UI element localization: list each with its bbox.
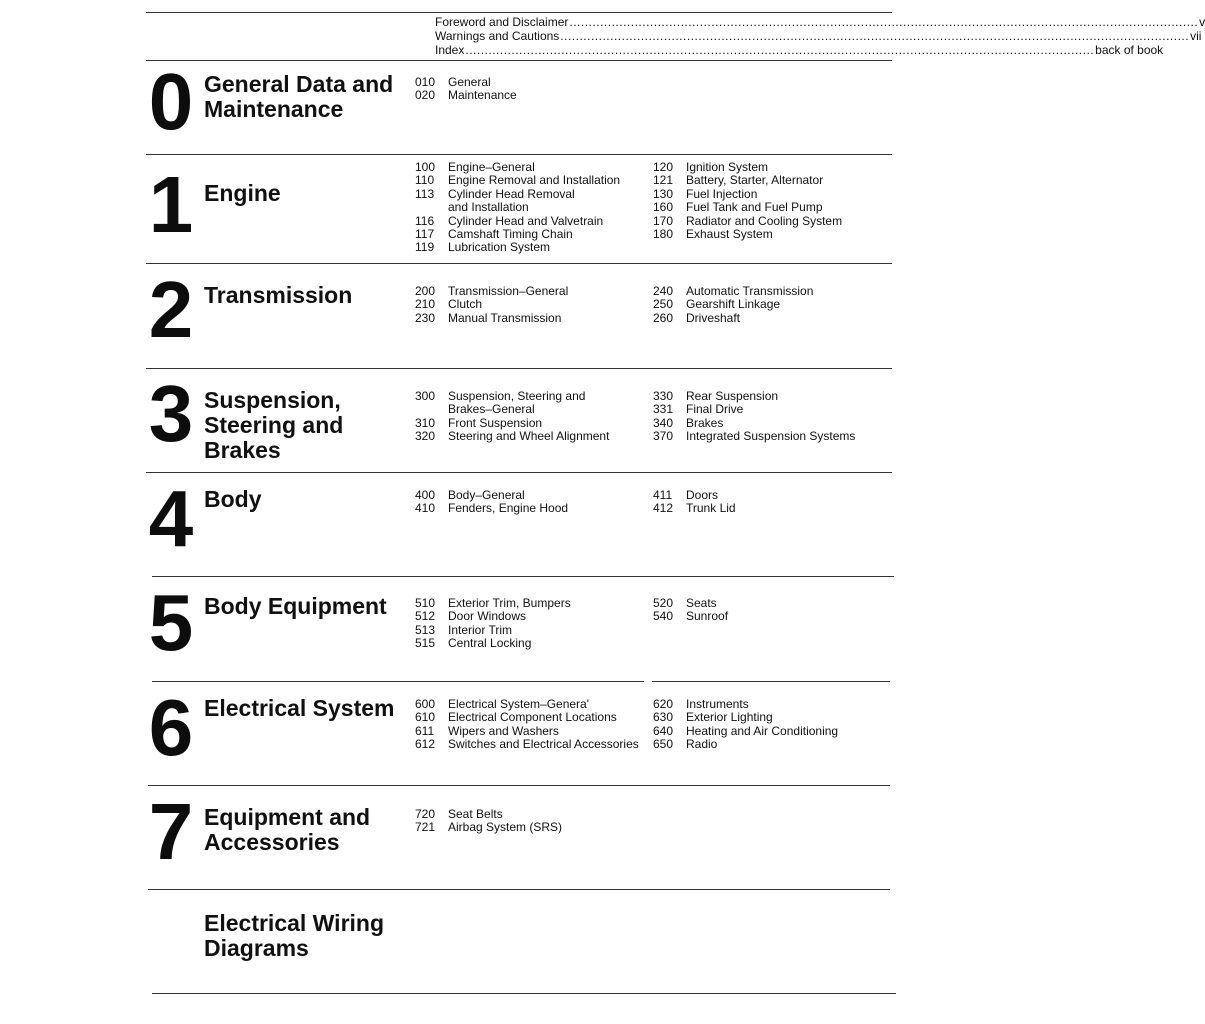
chapter-entry[interactable] xyxy=(653,215,873,228)
chapter-entry[interactable] xyxy=(653,610,873,623)
chapter-entry[interactable] xyxy=(415,597,653,610)
chapter-code: 310 xyxy=(415,415,436,430)
section-title[interactable]: Equipment and Accessories xyxy=(204,804,371,855)
chapter-name: Maintenance xyxy=(448,88,517,103)
chapter-name: Instruments xyxy=(686,697,749,711)
chapter-code: 610 xyxy=(415,710,436,725)
chapter-entry[interactable] xyxy=(653,228,873,241)
chapter-code: 119 xyxy=(415,240,435,255)
chapter-code: 340 xyxy=(653,415,674,430)
chapter-entry[interactable] xyxy=(653,161,873,174)
chapter-name: Rear Suspension xyxy=(686,389,779,403)
chapter-entry[interactable] xyxy=(415,624,653,637)
divider-after-5b xyxy=(652,681,890,682)
chapter-code: 010 xyxy=(415,75,436,89)
chapter-code: 117 xyxy=(415,227,435,242)
section-number: 0 xyxy=(148,57,194,146)
section-number: 6 xyxy=(148,683,194,772)
chapter-code: 230 xyxy=(415,310,436,325)
chapter-entry[interactable] xyxy=(653,597,873,610)
frontmatter-page: v xyxy=(1199,15,1205,29)
chapter-entry[interactable] xyxy=(415,711,653,724)
chapter-entry[interactable] xyxy=(653,174,873,187)
chapter-list-1 xyxy=(415,808,653,835)
section-title[interactable]: Body Equipment xyxy=(204,593,387,619)
divider-after-3 xyxy=(146,472,892,473)
chapter-entry[interactable] xyxy=(415,201,653,214)
chapter-name: Exterior Trim, Bumpers xyxy=(448,596,571,610)
chapter-entry[interactable] xyxy=(653,390,873,403)
chapter-entry[interactable] xyxy=(653,711,873,724)
chapter-list-2 xyxy=(653,390,873,444)
divider-top xyxy=(146,12,892,13)
section-number: 1 xyxy=(148,160,194,249)
dot-leader: .................................................................................................................................................................... xyxy=(569,15,1199,29)
chapter-name: Switches and Electrical Accessories xyxy=(448,737,639,752)
chapter-code: 411 xyxy=(653,488,673,502)
chapter-code: 210 xyxy=(415,297,436,312)
chapter-list-1 xyxy=(415,285,653,325)
chapter-entry[interactable] xyxy=(415,161,653,174)
divider-after-7 xyxy=(148,889,890,890)
chapter-entry[interactable] xyxy=(415,808,653,821)
chapter-entry[interactable] xyxy=(415,610,653,623)
section-title[interactable]: Transmission xyxy=(204,282,353,308)
chapter-name: Sunroof xyxy=(686,609,729,624)
chapter-entry[interactable] xyxy=(415,417,653,430)
chapter-entry[interactable] xyxy=(653,725,873,738)
chapter-name: Radio xyxy=(686,737,718,752)
chapter-name: Heating and Air Conditioning xyxy=(686,723,839,738)
chapter-code: 412 xyxy=(653,501,674,516)
section-title[interactable]: Engine xyxy=(204,180,281,206)
chapter-name: Electrical System–Genera' xyxy=(448,697,590,711)
chapter-code xyxy=(415,403,448,416)
chapter-name: Lubrication System xyxy=(448,240,551,255)
chapter-name: Cylinder Head and Valvetrain xyxy=(448,213,604,228)
chapter-code: 250 xyxy=(653,297,674,312)
chapter-name: Radiator and Cooling System xyxy=(686,213,843,228)
chapter-entry[interactable] xyxy=(653,502,873,515)
chapter-entry[interactable] xyxy=(415,298,653,311)
chapter-list-2 xyxy=(653,489,873,516)
chapter-code: 513 xyxy=(415,622,436,637)
chapter-entry[interactable] xyxy=(415,228,653,241)
divider-after-1 xyxy=(146,263,892,264)
chapter-code: 720 xyxy=(415,807,436,821)
chapter-code xyxy=(415,201,448,214)
chapter-code: 721 xyxy=(415,820,436,835)
chapter-code: 260 xyxy=(653,310,674,325)
chapter-entry[interactable] xyxy=(653,417,873,430)
frontmatter-page: vii xyxy=(1190,29,1202,43)
chapter-code: 650 xyxy=(653,737,674,752)
chapter-name: Battery, Starter, Alternator xyxy=(686,173,824,188)
chapter-name: Camshaft Timing Chain xyxy=(448,227,573,242)
chapter-code: 160 xyxy=(653,200,674,215)
chapter-entry[interactable] xyxy=(415,312,653,325)
chapter-code: 300 xyxy=(415,389,436,403)
chapter-entry[interactable] xyxy=(653,201,873,214)
divider-after-6 xyxy=(148,785,890,786)
chapter-name: Ignition System xyxy=(686,160,769,174)
chapter-name: Automatic Transmission xyxy=(686,284,814,298)
section-number: 2 xyxy=(148,265,194,354)
frontmatter-page: back of book xyxy=(1095,43,1164,57)
chapter-entry[interactable] xyxy=(653,188,873,201)
chapter-code: 020 xyxy=(415,88,436,103)
chapter-code: 200 xyxy=(415,284,436,298)
chapter-code: 515 xyxy=(415,636,436,651)
chapter-entry[interactable] xyxy=(653,312,873,325)
chapter-code: 611 xyxy=(415,723,435,738)
frontmatter-row[interactable] xyxy=(435,15,1205,29)
chapter-name: Seat Belts xyxy=(448,807,503,821)
chapter-entry[interactable] xyxy=(415,285,653,298)
chapter-list-1 xyxy=(415,161,653,255)
chapter-entry[interactable] xyxy=(653,298,873,311)
chapter-list-1 xyxy=(415,390,653,444)
section-title[interactable]: General Data and Maintenance xyxy=(204,71,394,122)
section-title[interactable]: Electrical Wiring Diagrams xyxy=(204,910,385,961)
chapter-name: Cylinder Head Removal xyxy=(448,186,575,201)
chapter-list-1 xyxy=(415,597,653,651)
chapter-name: Airbag System (SRS) xyxy=(448,820,563,835)
section-number: 3 xyxy=(148,369,194,458)
chapter-entry[interactable] xyxy=(415,188,653,201)
chapter-entry[interactable] xyxy=(415,430,653,443)
chapter-name: Interior Trim xyxy=(448,622,513,637)
section-title[interactable]: Suspension, Steering and Brakes xyxy=(204,387,344,463)
chapter-list-2 xyxy=(653,161,873,241)
chapter-name: Final Drive xyxy=(686,402,744,417)
divider-bottom xyxy=(152,993,896,994)
chapter-name: Fenders, Engine Hood xyxy=(448,501,569,516)
section-title[interactable]: Body xyxy=(204,486,262,512)
chapter-name: Brakes xyxy=(686,415,724,430)
chapter-code: 630 xyxy=(653,710,674,725)
section-number: 7 xyxy=(148,787,194,876)
chapter-code: 121 xyxy=(653,173,674,188)
chapter-code: 620 xyxy=(653,697,674,711)
chapter-code: 170 xyxy=(653,213,674,228)
chapter-code: 370 xyxy=(653,429,674,444)
chapter-code: 612 xyxy=(415,737,436,752)
chapter-name: Wipers and Washers xyxy=(448,723,559,738)
chapter-entry[interactable] xyxy=(415,725,653,738)
chapter-entry[interactable] xyxy=(653,285,873,298)
chapter-name: Steering and Wheel Alignment xyxy=(448,429,610,444)
chapter-name: Clutch xyxy=(448,297,483,312)
chapter-list-1 xyxy=(415,76,653,103)
dot-leader: .................................................................................................................................................................... xyxy=(560,29,1190,43)
chapter-name: Fuel Injection xyxy=(686,186,758,201)
chapter-list-1 xyxy=(415,489,653,516)
chapter-code: 120 xyxy=(653,160,674,174)
chapter-code: 130 xyxy=(653,186,674,201)
chapter-name: Brakes–General xyxy=(448,402,535,417)
chapter-name: Trunk Lid xyxy=(686,501,736,516)
chapter-code: 640 xyxy=(653,723,674,738)
dot-leader: .................................................................................................................................................................... xyxy=(465,43,1095,57)
chapter-entry[interactable] xyxy=(415,174,653,187)
divider-frontmatter xyxy=(146,60,892,61)
frontmatter-row[interactable] xyxy=(435,43,1164,57)
divider-after-2 xyxy=(146,368,892,369)
chapter-name: Doors xyxy=(686,488,719,502)
chapter-entry[interactable] xyxy=(415,821,653,834)
chapter-list-2 xyxy=(653,285,873,325)
chapter-name: Transmission–General xyxy=(448,284,569,298)
chapter-name: Front Suspension xyxy=(448,415,543,430)
chapter-entry[interactable] xyxy=(653,430,873,443)
chapter-name: Driveshaft xyxy=(686,310,741,325)
chapter-name: General xyxy=(448,75,491,89)
chapter-name: Manual Transmission xyxy=(448,310,562,325)
chapter-entry[interactable] xyxy=(415,403,653,416)
frontmatter-row[interactable] xyxy=(435,29,1202,43)
divider-after-0 xyxy=(146,154,892,155)
chapter-code: 510 xyxy=(415,596,436,610)
chapter-code: 113 xyxy=(415,186,435,201)
chapter-code: 180 xyxy=(653,227,674,242)
chapter-name: Engine Removal and Installation xyxy=(448,173,621,188)
chapter-name: Integrated Suspension Systems xyxy=(686,429,856,444)
frontmatter-label: Index xyxy=(435,43,465,57)
chapter-code: 330 xyxy=(653,389,674,403)
chapter-list-1 xyxy=(415,698,653,752)
section-number: 5 xyxy=(148,578,194,667)
section-number: 4 xyxy=(148,474,194,563)
chapter-entry[interactable] xyxy=(415,698,653,711)
chapter-code: 240 xyxy=(653,284,674,298)
chapter-name: Central Locking xyxy=(448,636,532,651)
chapter-entry[interactable] xyxy=(415,637,653,650)
frontmatter-list xyxy=(435,15,1205,57)
chapter-entry[interactable] xyxy=(653,698,873,711)
chapter-code: 600 xyxy=(415,697,436,711)
chapter-entry[interactable] xyxy=(415,502,653,515)
chapter-code: 100 xyxy=(415,160,436,174)
chapter-entry[interactable] xyxy=(653,403,873,416)
chapter-name: Gearshift Linkage xyxy=(686,297,781,312)
chapter-name: Electrical Component Locations xyxy=(448,710,617,725)
chapter-name: Fuel Tank and Fuel Pump xyxy=(686,200,823,215)
chapter-entry[interactable] xyxy=(415,738,653,751)
chapter-name: Engine–General xyxy=(448,160,535,174)
chapter-code: 116 xyxy=(415,213,435,228)
chapter-code: 400 xyxy=(415,488,436,502)
chapter-code: 110 xyxy=(415,173,435,188)
chapter-name: Exterior Lighting xyxy=(686,710,773,725)
chapter-code: 410 xyxy=(415,501,436,516)
frontmatter-label: Warnings and Cautions xyxy=(435,29,560,43)
chapter-code: 331 xyxy=(653,402,674,417)
chapter-code: 520 xyxy=(653,596,674,610)
frontmatter-label: Foreword and Disclaimer xyxy=(435,15,569,29)
chapter-code: 320 xyxy=(415,429,436,444)
chapter-list-2 xyxy=(653,597,873,624)
chapter-entry[interactable] xyxy=(415,215,653,228)
chapter-entry[interactable] xyxy=(415,489,653,502)
chapter-entry[interactable] xyxy=(415,76,653,89)
chapter-entry[interactable] xyxy=(653,738,873,751)
chapter-list-2 xyxy=(653,698,873,752)
divider-after-4 xyxy=(152,576,894,577)
chapter-name: Suspension, Steering and xyxy=(448,389,586,403)
chapter-name: Body–General xyxy=(448,488,525,502)
chapter-entry[interactable] xyxy=(653,489,873,502)
section-title[interactable]: Electrical System xyxy=(204,695,395,721)
chapter-name: Exhaust System xyxy=(686,227,773,242)
chapter-code: 540 xyxy=(653,609,674,624)
chapter-code: 512 xyxy=(415,609,436,624)
chapter-entry[interactable] xyxy=(415,241,653,254)
chapter-entry[interactable] xyxy=(415,89,653,102)
divider-after-5 xyxy=(152,681,644,682)
chapter-name: and Installation xyxy=(448,200,529,215)
chapter-name: Door Windows xyxy=(448,609,527,624)
chapter-name: Seats xyxy=(686,596,717,610)
chapter-entry[interactable] xyxy=(415,390,653,403)
